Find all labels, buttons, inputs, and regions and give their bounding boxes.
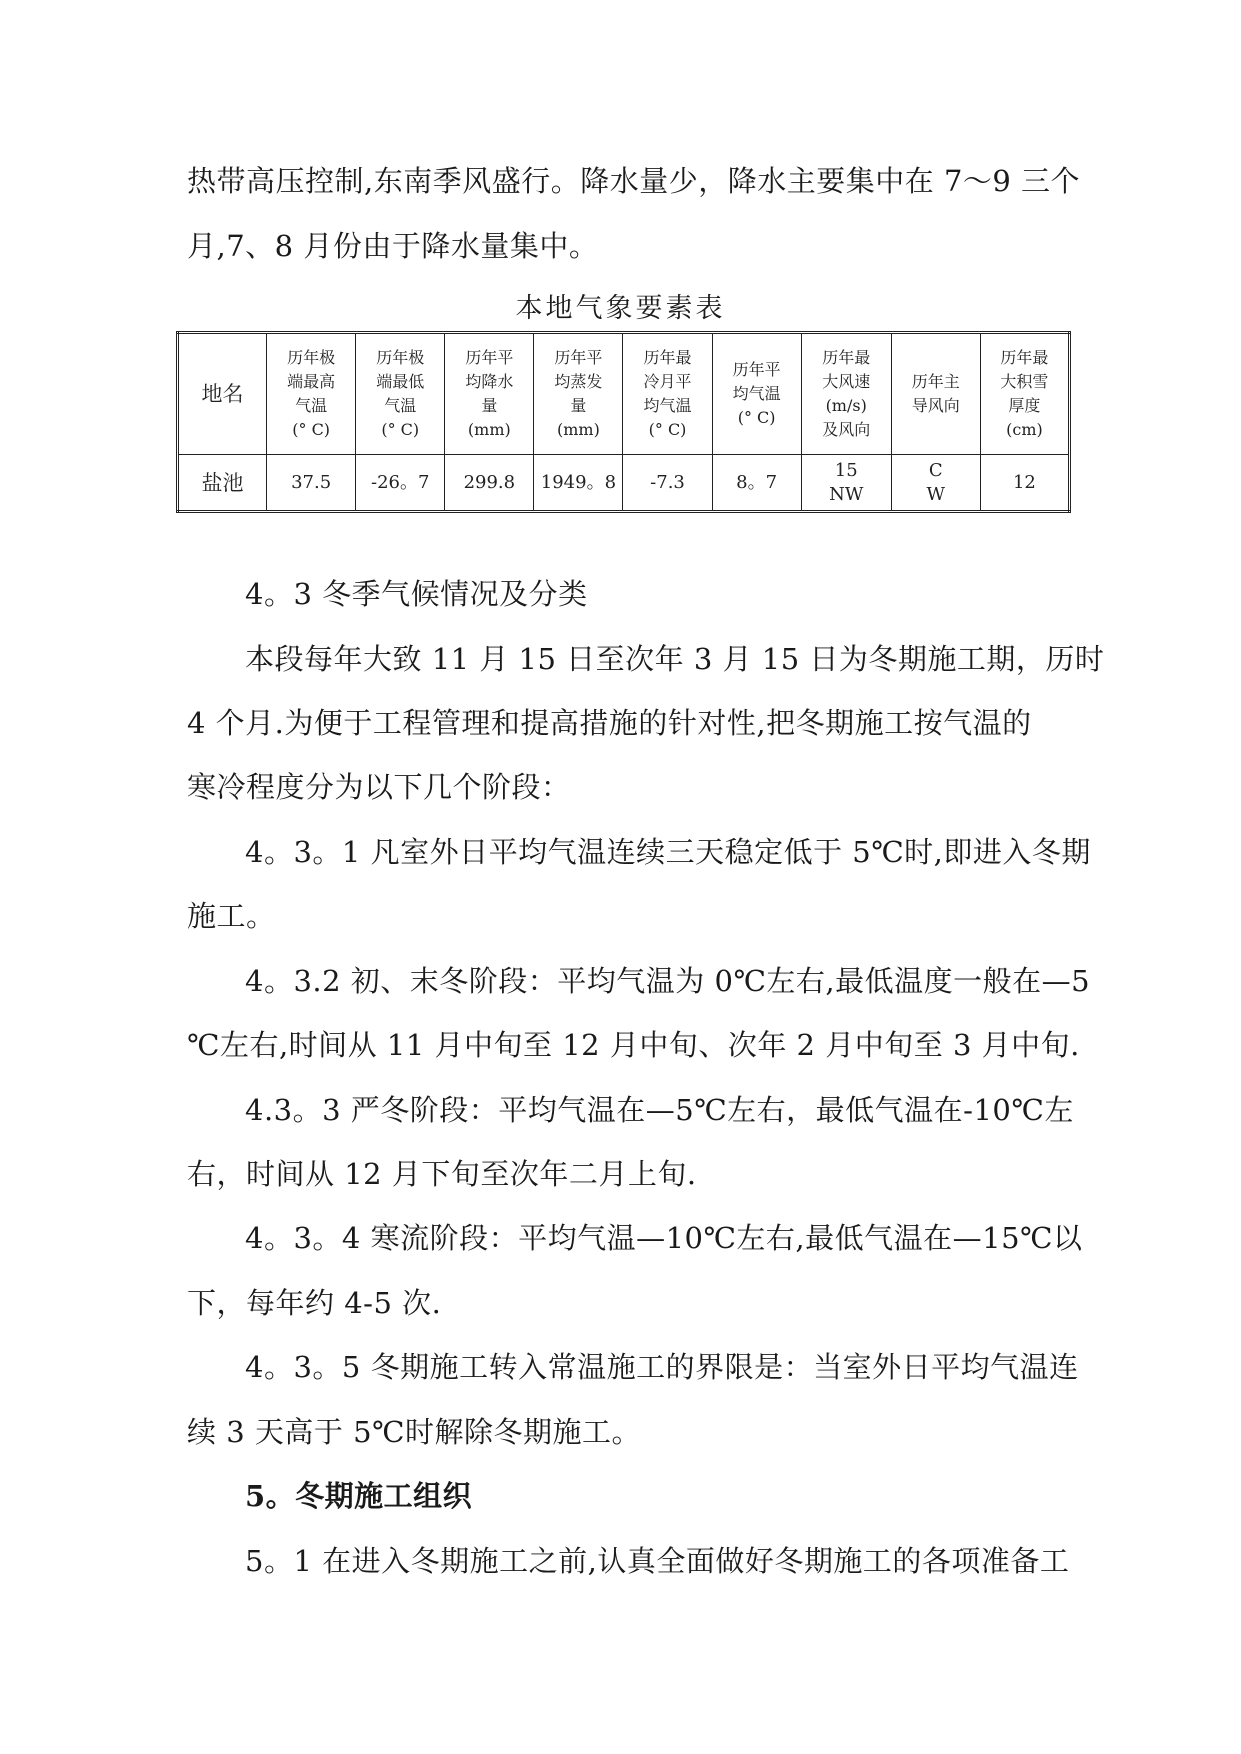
table-header-cell	[891, 333, 980, 455]
table-header-cell-text: 均蒸发	[554, 372, 603, 391]
table-header-cell-text: 端最低	[376, 372, 425, 391]
section-4-3-2-line-1: 4。3.2 初、末冬阶段：平均气温为 0℃左右,最低温度一般在—5	[245, 964, 1091, 998]
table-header-cell-text: 历年平	[732, 360, 781, 379]
section-4-3-para-line-2: 4 个月.为便于工程管理和提高措施的针对性,把冬期施工按气温的	[187, 706, 1032, 740]
table-header-cell-text: (mm)	[467, 420, 511, 439]
table-header-cell-text: 及风向	[822, 420, 871, 439]
table-header-cell	[534, 333, 623, 455]
table-header-cell-text: 均降水	[465, 372, 514, 391]
section-4-3-1-line-1: 4。3。1 凡室外日平均气温连续三天稳定低于 5℃时,即进入冬期	[245, 835, 1091, 869]
table-header-cell-text: (° C)	[737, 408, 776, 427]
table-header-cell-text: 导风向	[911, 396, 960, 415]
section-4-3-1-line-2: 施工。	[187, 899, 276, 933]
table-header-cell-text: 历年主	[911, 372, 960, 391]
table-data-cell	[534, 455, 623, 512]
table-header-cell-text: 端最高	[287, 372, 336, 391]
table-data-cell-text: W	[926, 483, 946, 505]
table-header-cell-text: (mm)	[557, 420, 600, 439]
table-data-cell	[980, 455, 1069, 512]
table-header-cell-text: 冷月平	[643, 372, 692, 391]
table-header-cell-text: 均气温	[643, 396, 692, 415]
table-row	[178, 455, 1070, 512]
intro-line-1: 热带高压控制,东南季风盛行。降水量少，降水主要集中在 7～9 三个	[187, 164, 1081, 198]
section-5-1-line-1: 5。1 在进入冬期施工之前,认真全面做好冬期施工的各项准备工	[245, 1544, 1070, 1578]
table-data-cell	[712, 455, 801, 512]
section-4-3-para-line-3: 寒冷程度分为以下几个阶段：	[187, 770, 571, 804]
weather-table	[176, 331, 1071, 513]
table-data-cell-text: 37.5	[291, 471, 332, 493]
table-data-cell-text: C	[928, 459, 943, 481]
section-4-3-2-line-2: ℃左右,时间从 11 月中旬至 12 月中旬、次年 2 月中旬至 3 月中旬.	[187, 1028, 1080, 1062]
table-header-cell	[267, 333, 356, 455]
table-header-cell-text: 历年平	[465, 348, 514, 367]
section-4-3-title: 4。3 冬季气候情况及分类	[245, 577, 588, 611]
table-header-cell-text: (m/s)	[825, 396, 867, 415]
table-header-cell-text: 大积雪	[1000, 372, 1049, 391]
table-data-cell-text: 8。7	[736, 471, 778, 493]
table-header-cell-text: (cm)	[1006, 420, 1043, 439]
table-header-cell-text: 气温	[295, 396, 328, 415]
section-4-3-5-line-1: 4。3。5 冬期施工转入常温施工的界限是：当室外日平均气温连	[245, 1350, 1079, 1384]
table-header-cell-text: (° C)	[292, 420, 331, 439]
table-data-cell-text: -7.3	[650, 471, 685, 493]
section-4-3-4-line-2: 下，每年约 4-5 次.	[187, 1286, 442, 1320]
table-header-cell-text: 气温	[384, 396, 417, 415]
table-header-cell-text: 地名	[201, 382, 244, 406]
table-header-cell-text: 历年最	[643, 348, 692, 367]
table-header-cell-text: 大风速	[822, 372, 871, 391]
intro-line-2: 月,7、8 月份由于降水量集中。	[187, 229, 599, 263]
table-data-cell-text: 299.8	[463, 471, 516, 493]
section-4-3-3-line-1: 4.3。3 严冬阶段：平均气温在—5℃左右，最低气温在-10℃左	[245, 1093, 1074, 1127]
table-header-cell	[712, 333, 801, 455]
table-header-cell	[445, 333, 534, 455]
table-header-cell-text: 均气温	[732, 384, 781, 403]
table-data-cell	[445, 455, 534, 512]
table-header-cell-text: 量	[570, 396, 587, 415]
table-data-cell	[801, 455, 891, 512]
table-header-cell-text: 量	[481, 396, 498, 415]
table-data-cell-text: -26。7	[371, 471, 430, 493]
table-header-row	[178, 333, 1070, 455]
table-header-cell-text: (° C)	[381, 420, 420, 439]
table-data-cell	[356, 455, 445, 512]
table-header-cell-text: 历年平	[554, 348, 603, 367]
table-data-cell-text: 12	[1012, 471, 1036, 493]
table-data-cell-text: 1949。8	[540, 471, 617, 493]
table-header-cell-text: (° C)	[648, 420, 687, 439]
table-data-cell-text: NW	[829, 483, 864, 505]
table-header-cell	[356, 333, 445, 455]
table-header-cell-text: 历年极	[376, 348, 425, 367]
table-header-cell	[623, 333, 712, 455]
table-data-cell	[267, 455, 356, 512]
section-4-3-4-line-1: 4。3。4 寒流阶段：平均气温—10℃左右,最低气温在—15℃以	[245, 1221, 1083, 1255]
section-5-title: 5。冬期施工组织	[245, 1479, 473, 1513]
table-data-cell-text: 15	[834, 459, 858, 481]
table-header-cell	[980, 333, 1069, 455]
table-header-cell-text: 历年最	[822, 348, 871, 367]
table-header-cell	[801, 333, 891, 455]
section-4-3-3-line-2: 右，时间从 12 月下旬至次年二月上旬.	[187, 1157, 697, 1191]
table-header-cell-text: 历年极	[287, 348, 336, 367]
table-data-cell-text: 盐池	[201, 470, 244, 495]
table-data-cell	[891, 455, 980, 512]
table-data-cell	[623, 455, 712, 512]
table-data-cell	[178, 455, 267, 512]
table-header-cell-text: 厚度	[1008, 396, 1041, 415]
table-header-cell	[178, 333, 267, 455]
section-4-3-5-line-2: 续 3 天高于 5℃时解除冬期施工。	[187, 1415, 641, 1449]
table-caption: 本地气象要素表	[515, 293, 726, 324]
section-4-3-para-line-1: 本段每年大致 11 月 15 日至次年 3 月 15 日为冬期施工期，历时	[245, 642, 1105, 676]
table-header-cell-text: 历年最	[1000, 348, 1049, 367]
